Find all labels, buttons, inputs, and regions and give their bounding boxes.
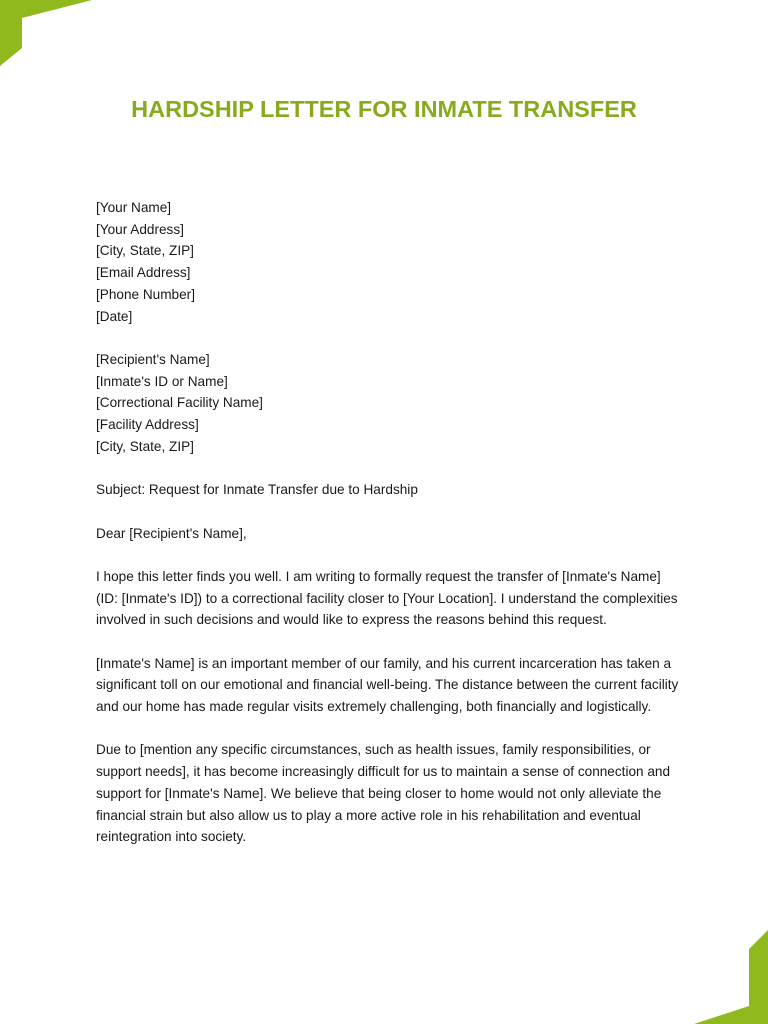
body-paragraph: I hope this letter finds you well. I am writing to formally request the transfer of [Inmate's Name] (ID: [Inmate's ID]) to a correctional facility closer to [Your Location]. I understand the complexities involved in such decisions and would like to express the reasons behind this request.: [96, 568, 678, 628]
facility-address: [Facility Address]: [96, 417, 199, 433]
page-title: HARDSHIP LETTER FOR INMATE TRANSFER: [131, 96, 637, 122]
sender-email: [Email Address]: [96, 265, 191, 281]
corner-decoration-bottom-right: [688, 929, 768, 1024]
sender-city-state-zip: [City, State, ZIP]: [96, 243, 194, 259]
sender-phone: [Phone Number]: [96, 286, 195, 302]
recipient-name: [Recipient's Name]: [96, 351, 210, 367]
body-paragraph: Due to [mention any specific circumstances, such as health issues, family responsibilities, or support needs], it has become increasingly difficult for us to maintain a sense of connection and support for [Inmate's Name]. We believe that being closer to home would not only alleviate the financial strain but also allow us to play a more active role in his rehabilitation and eventual reintegration into society.: [96, 742, 671, 845]
inmate-id-or-name: [Inmate's ID or Name]: [96, 373, 228, 389]
sender-name: [Your Name]: [96, 200, 172, 215]
letter-date: [Date]: [96, 308, 133, 324]
corner-decoration-top-left: [0, 0, 96, 70]
salutation: Dear [Recipient's Name],: [96, 525, 247, 541]
sender-address-block: [96, 197, 686, 327]
subject-line: Subject: Request for Inmate Transfer due to Hardship: [96, 482, 418, 498]
sender-address: [Your Address]: [96, 221, 184, 237]
body-paragraph: [Inmate's Name] is an important member of our family, and his current incarceration has taken a significant toll on our emotional and financial well-being. The distance between the current facility and our home has made regular visits extremely challenging, both financially and logistically.: [96, 655, 679, 715]
letter-body: [96, 197, 686, 870]
facility-name: [Correctional Facility Name]: [96, 395, 263, 411]
recipient-address-block: [96, 349, 686, 458]
recipient-city-state-zip: [City, State, ZIP]: [96, 438, 194, 454]
